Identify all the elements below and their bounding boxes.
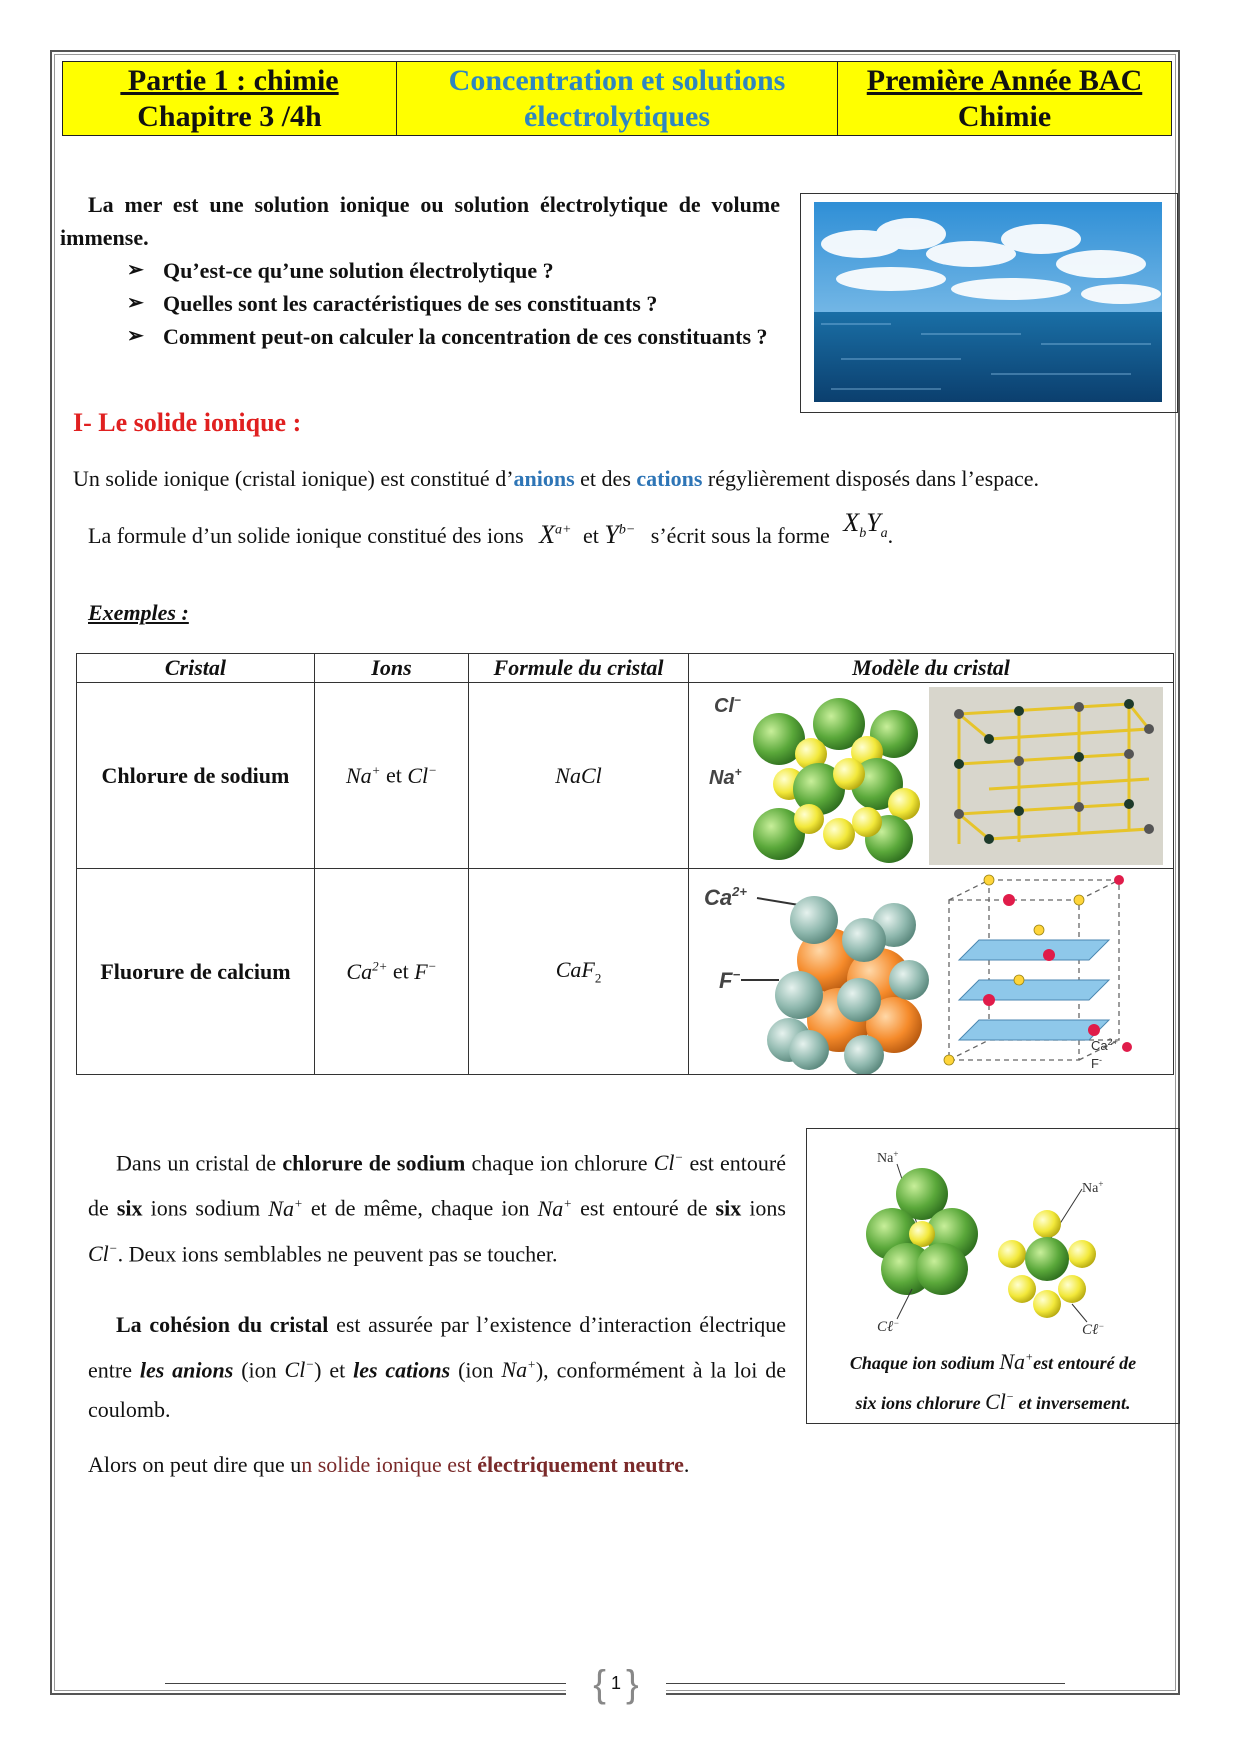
header-part-cell xyxy=(63,62,397,135)
header-title-cell xyxy=(397,62,838,135)
figure-caption-line1: Chaque ion sodium Na+est entouré de xyxy=(849,1349,1137,1374)
th-cristal: Cristal xyxy=(77,654,315,683)
crystal-table xyxy=(76,653,1174,1075)
definition-text: Un solide ionique (cristal ionique) est constitué d’ xyxy=(73,466,514,491)
intro-questions xyxy=(60,254,780,353)
intro-question: ➢ Quelles sont les caractéristiques de ses constituants ? xyxy=(163,287,780,320)
intro-block xyxy=(60,188,780,353)
crystal-ions: $Ca^{2+}$ et F− xyxy=(314,869,468,1075)
svg-text:Na+: Na+ xyxy=(709,764,742,789)
cohesion-description xyxy=(88,1305,786,1430)
anions-term: anions xyxy=(513,466,575,491)
svg-text:Cℓ−: Cℓ− xyxy=(1082,1321,1105,1334)
caf2-model-image xyxy=(689,870,1173,1074)
sea-image xyxy=(801,194,1176,411)
header-banner xyxy=(62,61,1172,136)
formula-text: s’écrit sous la forme xyxy=(650,523,830,548)
svg-text:F−: F− xyxy=(719,966,741,993)
table-row xyxy=(77,869,1174,1075)
definition-paragraph xyxy=(73,466,1039,492)
nacl-description xyxy=(88,1138,786,1274)
header-chapter: Chapitre 3 /4h xyxy=(137,99,322,133)
table-row xyxy=(77,683,1174,869)
ion-x: $X^{a+}$ xyxy=(539,520,572,549)
formula-paragraph: La formule d’un solide ionique constitué des ions $X^{a+}$ et $Y^{b-}$ s’écrit sous la forme $X_bY_a$. xyxy=(88,508,894,549)
crystal-model xyxy=(689,683,1174,869)
header-title-line2: électrolytiques xyxy=(523,99,711,133)
nacl-paragraph: Dans un cristal de chlorure de sodium chaque ion chlorure Cl− est entouré de six ions sodium Na+ et de même, chaque ion Na+ est entouré de six ions Cl−. Deux ions semblables ne peuvent pas se toucher. xyxy=(88,1150,787,1266)
formula-et: et xyxy=(582,523,599,548)
cohesion-paragraph: La cohésion du cristal est assurée par l’existence d’interaction électrique entre les anions (ion Cl−) et les cations (ion Na+), conformément à la loi de coulomb. xyxy=(88,1312,786,1423)
section-title: I- Le solide ionique : xyxy=(73,408,302,437)
table-header-row xyxy=(77,654,1174,683)
general-formula: $X_bY_a$ xyxy=(843,508,888,542)
th-ions: Ions xyxy=(314,654,468,683)
crystal-formula: CaF$_2$ xyxy=(469,869,689,1075)
ion-y: $Y^{b-}$ xyxy=(604,520,636,549)
page-number: { 1 } xyxy=(566,1660,666,1706)
neutrality-paragraph: Alors on peut dire que un solide ionique est électriquement neutre. xyxy=(88,1452,690,1477)
coordination-image xyxy=(807,1134,1177,1334)
crystal-formula: NaCl xyxy=(469,683,689,869)
crystal-name: Chlorure de sodium xyxy=(77,683,315,869)
definition-text: et des xyxy=(574,466,637,491)
nacl-spheres xyxy=(753,698,920,863)
definition-text: régylièrement disposés dans l’espace. xyxy=(702,466,1039,491)
intro-text: La mer est une solution ionique ou solution électrolytique de volume immense. xyxy=(60,192,780,250)
examples-heading: Exemples : xyxy=(88,600,189,625)
header-part: Partie 1 : chimie xyxy=(120,63,339,97)
nacl-coordination-figure xyxy=(806,1128,1180,1424)
th-formule: Formule du cristal xyxy=(469,654,689,683)
svg-text:Cℓ−: Cℓ− xyxy=(877,1318,900,1334)
svg-text:Na+: Na+ xyxy=(877,1149,899,1166)
svg-text:Ca2+: $Ca^{2+}$ xyxy=(704,883,747,910)
header-level: Première Année BAC xyxy=(866,63,1143,97)
cations-term: cations xyxy=(636,466,703,491)
svg-text:Na+: Na+ xyxy=(1082,1179,1104,1196)
header-level-cell xyxy=(838,62,1171,135)
th-modele: Modèle du cristal xyxy=(689,654,1174,683)
intro-question: ➢ Comment peut-on calculer la concentration de ces constituants ? xyxy=(163,320,780,353)
figure-caption-line2: six ions chlorure Cl− et inversement. xyxy=(855,1389,1131,1414)
svg-text:F-: F- xyxy=(1091,1054,1102,1071)
caf2-spheres xyxy=(767,896,929,1074)
nacl-model-image xyxy=(689,684,1173,868)
intro-question: ➢ Qu’est-ce qu’une solution électrolytique ? xyxy=(163,254,780,287)
svg-text:Ca2+: $Ca^{2+}$ xyxy=(1091,1036,1118,1053)
svg-text:Cl−: Cl− xyxy=(714,692,742,717)
crystal-name: Fluorure de calcium xyxy=(77,869,315,1075)
header-title-line1: Concentration et solutions xyxy=(448,63,786,97)
crystal-model xyxy=(689,869,1174,1075)
sea-image-frame xyxy=(800,193,1178,413)
header-subject: Chimie xyxy=(957,99,1052,133)
formula-text: La formule d’un solide ionique constitué des ions xyxy=(88,523,524,548)
crystal-ions: Na+ et Cl− xyxy=(314,683,468,869)
neutrality-statement xyxy=(88,1445,808,1485)
